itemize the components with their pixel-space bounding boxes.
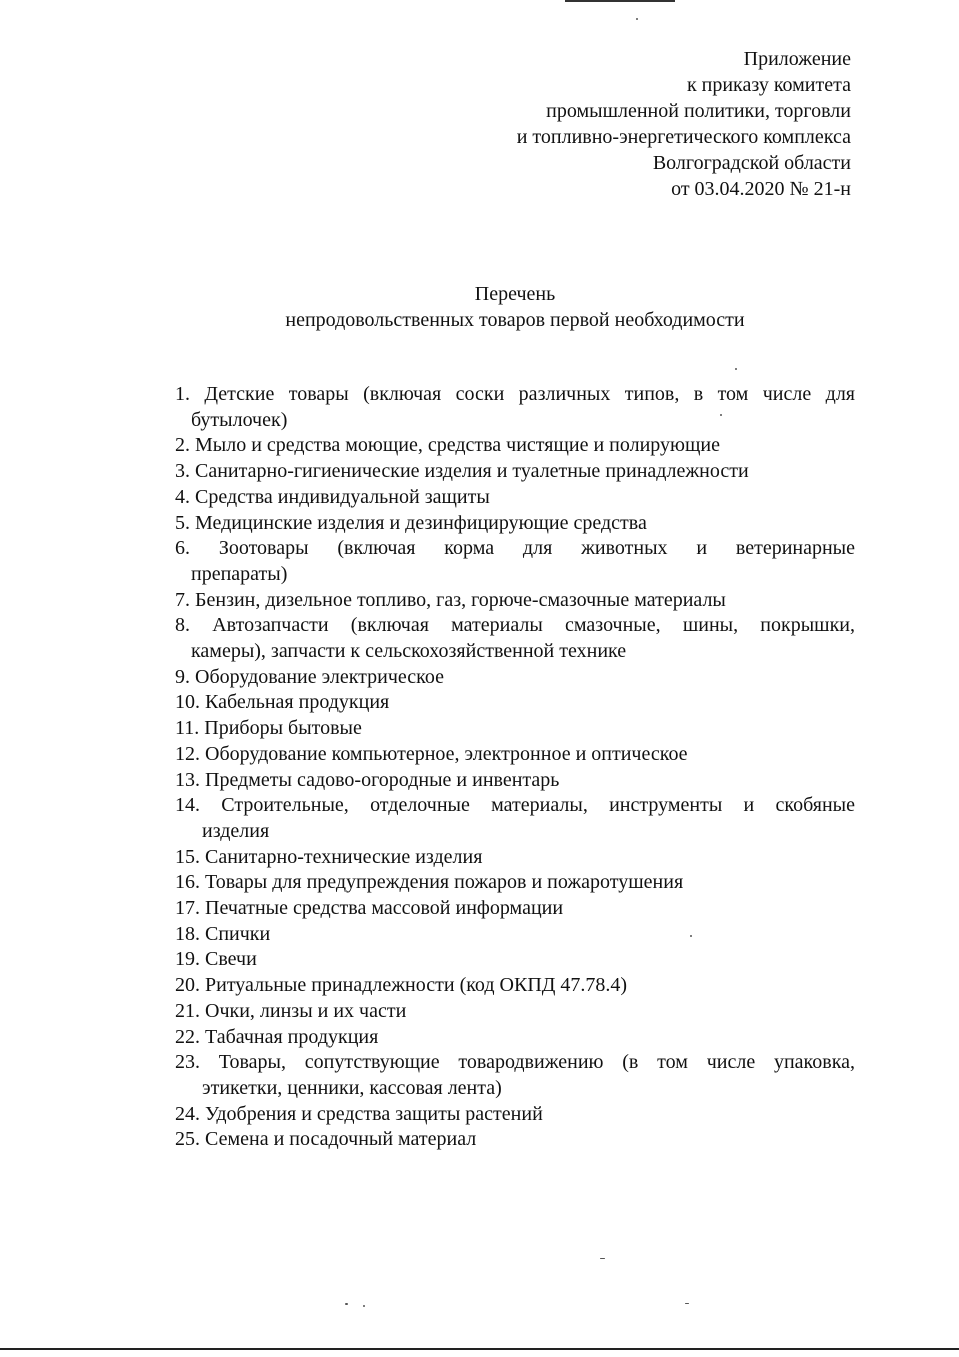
list-item-text: 10. Кабельная продукция bbox=[175, 691, 390, 714]
list-item bbox=[175, 716, 855, 742]
list-item-continuation: изделия bbox=[202, 819, 270, 842]
list-item-text: 4. Средства индивидуальной защиты bbox=[175, 485, 490, 508]
list-item bbox=[175, 1050, 855, 1101]
header-line: к приказу комитета bbox=[686, 74, 851, 96]
list-item-text: 18. Спички bbox=[175, 922, 271, 945]
list-item bbox=[175, 793, 855, 844]
header-line: промышленной политики, торговли bbox=[546, 100, 851, 122]
list-item-text: 11. Приборы бытовые bbox=[175, 717, 362, 740]
list-item-text: 20. Ритуальные принадлежности (код ОКПД 47.78.4) bbox=[175, 974, 628, 997]
list-item bbox=[175, 973, 855, 999]
header-line: от 03.04.2020 № 21-н bbox=[671, 178, 851, 200]
list-item-continuation: камеры), запчасти к сельскохозяйственной технике bbox=[191, 640, 627, 663]
list-item-continuation: препараты) bbox=[191, 562, 288, 585]
document-title bbox=[0, 281, 959, 333]
list-item-text: 6. Зоотовары (включая корма для животных и ветеринарные bbox=[175, 537, 855, 560]
title-line-1: Перечень bbox=[474, 283, 556, 305]
list-item bbox=[175, 742, 855, 768]
scan-speck bbox=[720, 414, 722, 416]
list-item-continuation: этикетки, ценники, кассовая лента) bbox=[202, 1076, 502, 1099]
list-item bbox=[175, 382, 855, 433]
header-line: и топливно-энергетического комплекса bbox=[516, 126, 851, 148]
list-item-text: 17. Печатные средства массовой информации bbox=[175, 897, 564, 920]
scan-speck bbox=[363, 1305, 365, 1307]
list-item-text: 9. Оборудование электрическое bbox=[175, 665, 444, 688]
list-item bbox=[175, 511, 855, 537]
list-item bbox=[175, 947, 855, 973]
header-line: Приложение bbox=[743, 48, 851, 70]
list-item-text: 3. Санитарно-гигиенические изделия и туалетные принадлежности bbox=[175, 460, 749, 483]
list-item-text: 7. Бензин, дизельное топливо, газ, горюче-смазочные материалы bbox=[175, 588, 726, 611]
list-item-text: 13. Предметы садово-огородные и инвентарь bbox=[175, 768, 560, 791]
list-item bbox=[175, 768, 855, 794]
list-item-text: 16. Товары для предупреждения пожаров и пожаротушения bbox=[175, 871, 684, 894]
list-item-text: 24. Удобрения и средства защиты растений bbox=[175, 1102, 543, 1125]
list-item-text: 19. Свечи bbox=[175, 948, 257, 971]
goods-list bbox=[175, 382, 855, 1153]
list-item bbox=[175, 613, 855, 664]
scan-speck bbox=[600, 1258, 605, 1259]
list-item bbox=[175, 896, 855, 922]
scan-speck bbox=[685, 1303, 689, 1304]
list-item bbox=[175, 433, 855, 459]
scan-speck bbox=[345, 1303, 348, 1305]
list-item bbox=[175, 1102, 855, 1128]
list-item bbox=[175, 536, 855, 587]
appendix-header bbox=[517, 46, 851, 202]
list-item-text: 8. Автозапчасти (включая материалы смазочные, шины, покрышки, bbox=[175, 614, 855, 637]
header-line: Волгоградской области bbox=[652, 152, 851, 174]
list-item-text: 2. Мыло и средства моющие, средства чистящие и полирующие bbox=[175, 434, 720, 457]
scan-speck bbox=[636, 18, 638, 20]
list-item-text: 25. Семена и посадочный материал bbox=[175, 1128, 477, 1151]
scan-border-top bbox=[565, 0, 675, 2]
list-item bbox=[175, 999, 855, 1025]
list-item bbox=[175, 1127, 855, 1153]
list-item-text: 22. Табачная продукция bbox=[175, 1025, 379, 1048]
scan-border-bottom bbox=[0, 1348, 959, 1350]
list-item bbox=[175, 870, 855, 896]
list-item-text: 12. Оборудование компьютерное, электронное и оптическое bbox=[175, 742, 688, 765]
list-item bbox=[175, 1025, 855, 1051]
list-item bbox=[175, 922, 855, 948]
list-item-text: 23. Товары, сопутствующие товародвижению (в том числе упаковка, bbox=[175, 1051, 855, 1074]
list-item bbox=[175, 690, 855, 716]
scan-speck bbox=[735, 368, 737, 370]
list-item-continuation: бутылочек) bbox=[191, 408, 288, 431]
list-item bbox=[175, 845, 855, 871]
list-item-text: 21. Очки, линзы и их части bbox=[175, 999, 407, 1022]
list-item bbox=[175, 665, 855, 691]
list-item-text: 1. Детские товары (включая соски различных типов, в том числе для bbox=[175, 383, 855, 405]
list-item-text: 15. Санитарно-технические изделия bbox=[175, 845, 483, 868]
list-item bbox=[175, 485, 855, 511]
scan-speck bbox=[690, 935, 692, 937]
list-item-text: 14. Строительные, отделочные материалы, инструменты и скобяные bbox=[175, 794, 855, 817]
list-item bbox=[175, 459, 855, 485]
list-item bbox=[175, 588, 855, 614]
title-line-2: непродовольственных товаров первой необходимости bbox=[285, 309, 745, 331]
list-item-text: 5. Медицинские изделия и дезинфицирующие средства bbox=[175, 511, 647, 534]
